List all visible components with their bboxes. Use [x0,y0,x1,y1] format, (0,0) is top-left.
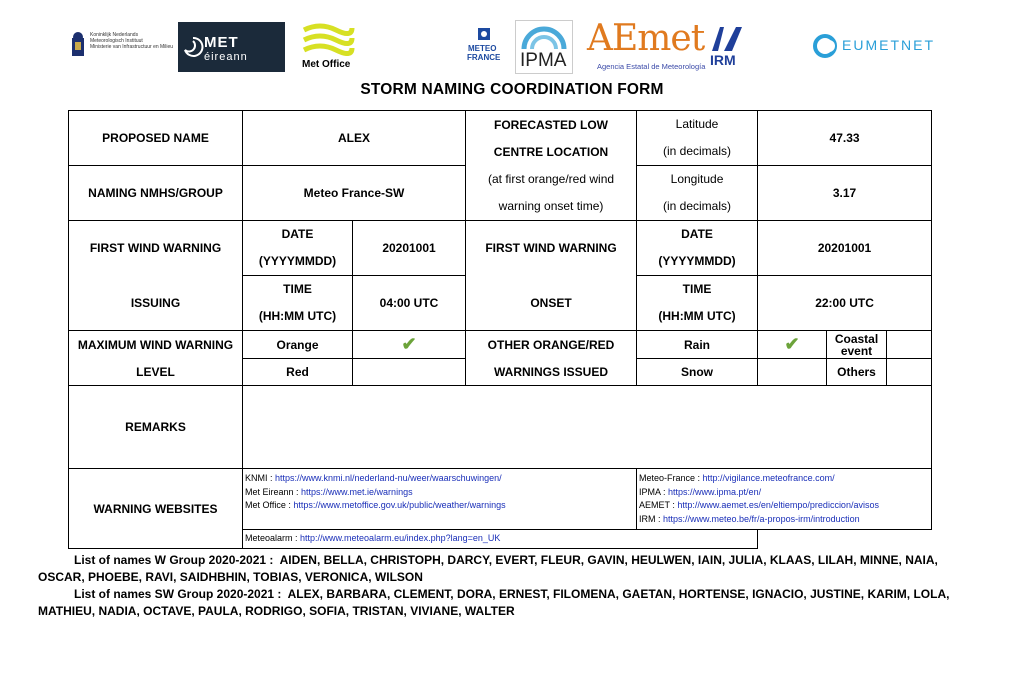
onset-time-value: 22:00 UTC [758,276,932,331]
knmi-crest-icon [70,30,86,60]
onset-date-value: 20201001 [758,221,932,276]
meteoalarm-link[interactable]: http://www.meteoalarm.eu/index.php?lang=en_UK [300,533,501,543]
forecasted-low-line2: CENTRE LOCATION [493,144,609,159]
sw-group-label: List of names SW Group 2020-2021 : [74,587,282,601]
coastal-event-check-cell [887,331,932,359]
red-check-cell [353,359,466,386]
met-eireann-sub: éireann [204,51,248,63]
website-irm [639,513,931,527]
met-eireann-main: MET [204,34,239,51]
remarks-value [243,386,932,469]
other-warnings-label-1: OTHER ORANGE/RED [466,331,637,359]
w-group-label: List of names W Group 2020-2021 : [74,553,274,567]
met-office-name: Met Office [302,59,351,70]
website-knmi [245,472,636,486]
longitude-label-line1: Longitude [670,172,724,186]
proposed-name-label: PROPOSED NAME [69,111,243,166]
issuing-time-label-line1: TIME [283,282,312,296]
knmi-logo [70,30,175,62]
coastal-event-option: Coastal event [827,331,887,359]
snow-option: Snow [637,359,758,386]
aemet-link[interactable]: http://www.aemet.es/en/eltiempo/prediccion/avisos [677,500,879,510]
ipma-arcs-icon [519,25,569,49]
sw-group-line2: MATHIEU, NADIA, OCTAVE, PAULA, RODRIGO, SOFIA, TRISTAN, VIVIANE, WALTER [38,603,515,618]
latitude-value: 47.33 [758,111,932,166]
snow-check-cell [758,359,827,386]
met-eireann-link[interactable]: https://www.met.ie/warnings [301,486,413,497]
met-office-waves-icon [300,22,356,56]
issuing-date-label-line2: (YYYYMMDD) [258,254,337,268]
aemet-subtitle: Agencia Estatal de Meteorología [597,62,706,71]
met-office-link[interactable]: https://www.metoffice.gov.uk/public/weather/warnings [293,500,506,510]
ipma-logo [515,20,573,74]
max-level-label-2: LEVEL [69,359,243,386]
longitude-label [637,166,758,221]
irm-logo [708,25,748,71]
aemet-name: AEmet [587,18,705,59]
website-label: Met Office : [245,500,294,510]
checkmark-icon: ✔ [784,334,800,354]
orange-option: Orange [243,331,353,359]
onset-time-label-line1: TIME [682,282,712,296]
sw-group-names [38,586,998,619]
forecasted-low-label [466,111,637,221]
website-label: AEMET : [639,500,678,510]
swirl-icon [182,36,204,58]
irm-link[interactable]: https://www.meteo.be/fr/a-propos-irm/introduction [663,513,860,524]
proposed-name-value: ALEX [243,111,466,166]
forecasted-low-line3: (at first orange/red wind [487,171,615,186]
website-label: KNMI : [245,473,276,483]
onset-time-label [637,276,758,331]
irm-emblem-icon [710,25,744,51]
storm-form-table [68,110,932,549]
knmi-link[interactable]: https://www.knmi.nl/nederland-nu/weer/waarschuwingen/ [275,473,502,483]
websites-left-cell [243,469,637,530]
others-check-cell [887,359,932,386]
website-met-office [245,499,636,513]
latitude-label-line2: (in decimals) [663,144,732,158]
issuing-time-value: 04:00 UTC [353,276,466,331]
website-label: Met Eireann : [245,486,302,497]
website-aemet [639,499,931,513]
eumetnet-name: EUMETNET [842,37,935,53]
onset-time-label-line2: (HH:MM UTC) [658,309,736,323]
website-label: IRM : [639,513,664,524]
first-wind-issuing-label-1: FIRST WIND WARNING [69,221,243,276]
irm-name: IRM [710,52,736,68]
latitude-label-line1: Latitude [675,117,719,131]
red-option: Red [243,359,353,386]
sw-group-line1: ALEX, BARBARA, CLEMENT, DORA, ERNEST, FILOMENA, GAETAN, HORTENSE, IGNACIO, JUSTINE, KARIM, LOLA, [287,587,950,601]
eumetnet-logo [812,33,952,61]
w-group-names [38,552,998,585]
website-label: Meteo-France : [639,473,703,483]
longitude-value: 3.17 [758,166,932,221]
aemet-logo [583,18,706,74]
meteo-france-logo [466,28,502,68]
w-group-line2: OSCAR, PHOEBE, RAVI, SAIDHBHIN, TOBIAS, VERONICA, WILSON [38,569,423,584]
first-wind-onset-label-1: FIRST WIND WARNING [466,221,637,276]
meteo-france-emblem-icon [478,28,490,40]
warning-websites-label: WARNING WEBSITES [69,469,243,549]
meteo-france-link[interactable]: http://vigilance.meteofrance.com/ [702,473,835,483]
ipma-name: IPMA [520,50,567,71]
website-ipma [639,486,931,500]
checkmark-icon: ✔ [401,334,417,354]
naming-group-value: Meteo France-SW [243,166,466,221]
remarks-label: REMARKS [69,386,243,469]
form-title: STORM NAMING COORDINATION FORM [360,81,664,98]
issuing-time-label-line2: (HH:MM UTC) [258,309,337,323]
met-eireann-logo [178,22,285,72]
ipma-link[interactable]: https://www.ipma.pt/en/ [668,486,762,497]
website-label: Meteoalarm : [245,533,301,543]
websites-right-cell [637,469,932,530]
issuing-time-label [243,276,353,331]
first-wind-onset-label-2: ONSET [466,276,637,331]
rain-option: Rain [637,331,758,359]
meteo-france-line1: METEO [468,44,497,53]
longitude-label-line2: (in decimals) [663,199,732,213]
rain-check-cell [758,331,827,359]
website-meteo-france [639,472,931,486]
first-wind-issuing-label-2: ISSUING [69,276,243,331]
others-option: Others [827,359,887,386]
website-met-eireann [245,486,636,500]
issuing-date-label [243,221,353,276]
knmi-name: Koninklijk Nederlands Meteorologisch Instituut Ministerie van Infrastructuur en Milieu [90,32,174,50]
naming-group-label: NAMING NMHS/GROUP [69,166,243,221]
meteoalarm-cell [243,530,758,549]
onset-date-label [637,221,758,276]
orange-check-cell [353,331,466,359]
meteo-france-line2: FRANCE [467,53,501,62]
eumetnet-circle-icon [812,33,838,59]
empty-cell [758,530,932,549]
forecasted-low-line1: FORECASTED LOW [494,117,609,132]
onset-date-label-line1: DATE [681,227,713,241]
other-warnings-label-2: WARNINGS ISSUED [466,359,637,386]
website-label: IPMA : [639,486,669,497]
w-group-line1: AIDEN, BELLA, CHRISTOPH, DARCY, EVERT, FLEUR, GAVIN, HEULWEN, IAIN, JULIA, KLAAS, LILAH, MINNE, NAIA, [279,553,938,567]
max-level-label-1: MAXIMUM WIND WARNING [69,331,243,359]
met-office-logo [298,22,358,72]
forecasted-low-line4: warning onset time) [498,198,604,213]
issuing-date-value: 20201001 [353,221,466,276]
latitude-label [637,111,758,166]
onset-date-label-line2: (YYYYMMDD) [658,254,736,268]
issuing-date-label-line1: DATE [281,227,314,241]
